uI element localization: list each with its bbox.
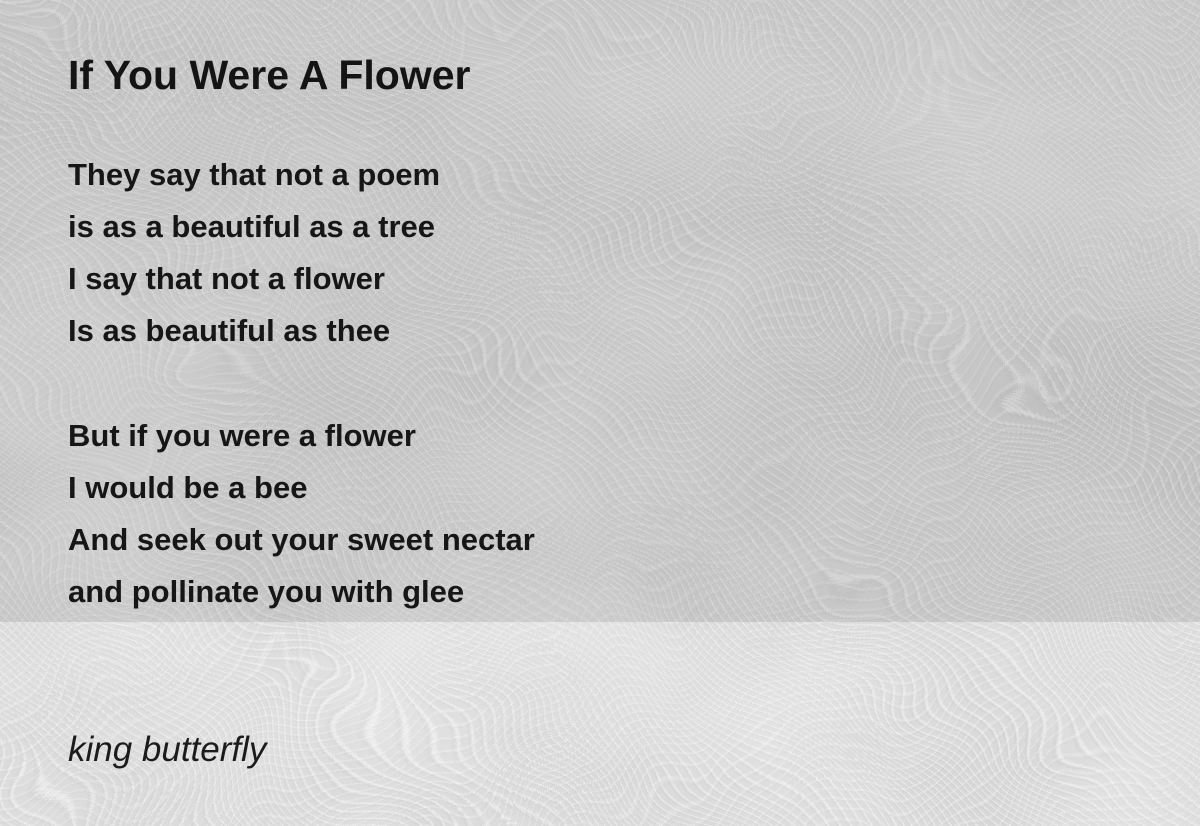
poem-line: And seek out your sweet nectar — [68, 522, 535, 557]
poem-title: If You Were A Flower — [68, 52, 471, 98]
poem-line: They say that not a poem — [68, 157, 441, 192]
poem-author: king butterfly — [68, 730, 267, 769]
poem-line: and pollinate you with glee — [68, 574, 465, 609]
poem-line: Is as beautiful as thee — [68, 313, 391, 348]
poem-line: I would be a bee — [68, 470, 308, 505]
poem-line: is as a beautiful as a tree — [68, 209, 436, 244]
poem-line: But if you were a flower — [68, 418, 416, 453]
poem-line: I say that not a flower — [68, 261, 385, 296]
stanza-2 — [68, 410, 535, 618]
stanza-1 — [68, 149, 440, 357]
